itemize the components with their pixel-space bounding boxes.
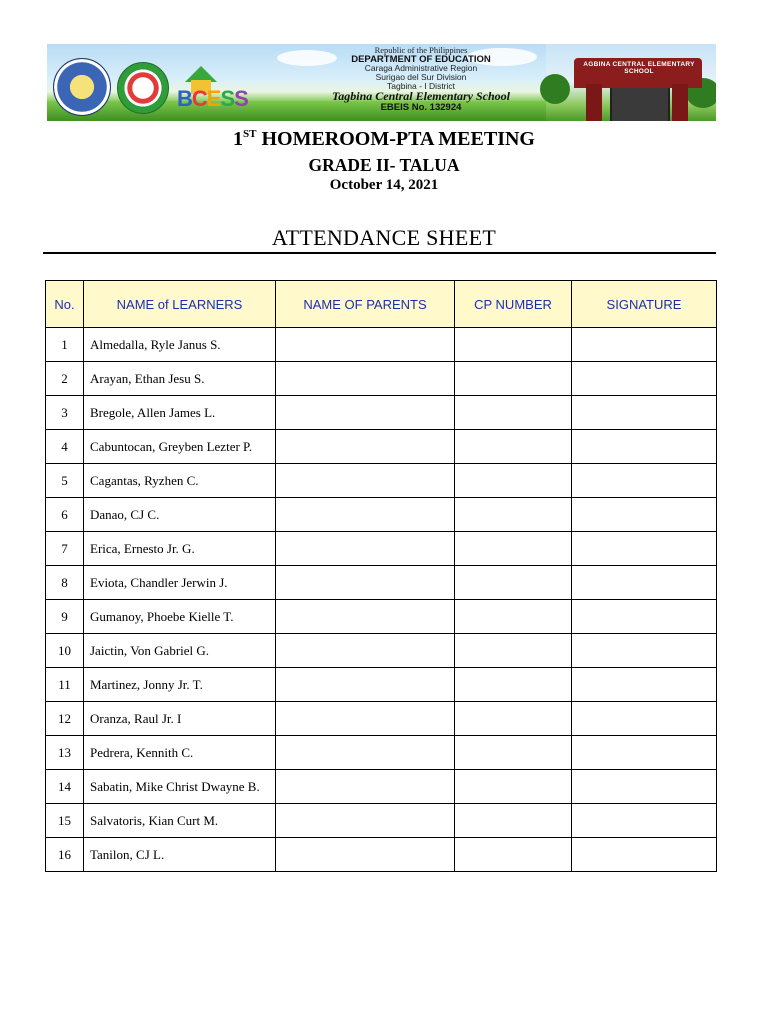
district-line: Tagbina - I District bbox=[386, 80, 456, 91]
republic-line: Republic of the Philippines bbox=[374, 45, 468, 55]
cp-number-cell[interactable] bbox=[455, 566, 572, 600]
cp-number-cell[interactable] bbox=[455, 464, 572, 498]
col-header-parents: NAME OF PARENTS bbox=[276, 281, 455, 328]
learner-name: Danao, CJ C. bbox=[84, 498, 276, 532]
parent-name-cell[interactable] bbox=[276, 430, 455, 464]
row-number: 11 bbox=[46, 668, 84, 702]
cp-number-cell[interactable] bbox=[455, 396, 572, 430]
learner-name: Bregole, Allen James L. bbox=[84, 396, 276, 430]
learner-name: Sabatin, Mike Christ Dwayne B. bbox=[84, 770, 276, 804]
row-number: 8 bbox=[46, 566, 84, 600]
parent-name-cell[interactable] bbox=[276, 600, 455, 634]
table-row bbox=[46, 600, 717, 634]
meeting-date: October 14, 2021 bbox=[329, 177, 439, 193]
col-header-signature: SIGNATURE bbox=[572, 281, 717, 328]
learner-name: Eviota, Chandler Jerwin J. bbox=[84, 566, 276, 600]
parent-name-cell[interactable] bbox=[276, 396, 455, 430]
cp-number-cell[interactable] bbox=[455, 838, 572, 872]
learner-name: Arayan, Ethan Jesu S. bbox=[84, 362, 276, 396]
learner-name: Jaictin, Von Gabriel G. bbox=[84, 634, 276, 668]
cp-number-cell[interactable] bbox=[455, 702, 572, 736]
row-number: 10 bbox=[46, 634, 84, 668]
signature-cell[interactable] bbox=[572, 804, 717, 838]
parent-name-cell[interactable] bbox=[276, 464, 455, 498]
signature-cell[interactable] bbox=[572, 634, 717, 668]
row-number: 9 bbox=[46, 600, 84, 634]
region-line: Caraga Administrative Region bbox=[364, 63, 478, 74]
meeting-title: 1ST HOMEROOM-PTA MEETING bbox=[233, 128, 535, 150]
signature-cell[interactable] bbox=[572, 328, 717, 362]
gate-pillar bbox=[672, 84, 688, 121]
bcess-logo: BCESS bbox=[171, 66, 267, 110]
parent-name-cell[interactable] bbox=[276, 668, 455, 702]
table-row bbox=[46, 362, 717, 396]
table-row bbox=[46, 396, 717, 430]
learner-name: Salvatoris, Kian Curt M. bbox=[84, 804, 276, 838]
cp-number-cell[interactable] bbox=[455, 668, 572, 702]
grade-section: GRADE II- TALUA bbox=[308, 155, 460, 175]
signature-cell[interactable] bbox=[572, 566, 717, 600]
row-number: 1 bbox=[46, 328, 84, 362]
signature-cell[interactable] bbox=[572, 498, 717, 532]
learner-name: Cagantas, Ryzhen C. bbox=[84, 464, 276, 498]
table-row bbox=[46, 464, 717, 498]
table-row bbox=[46, 634, 717, 668]
learner-name: Oranza, Raul Jr. I bbox=[84, 702, 276, 736]
table-row bbox=[46, 736, 717, 770]
signature-cell[interactable] bbox=[572, 736, 717, 770]
table-header-row bbox=[46, 281, 717, 328]
row-number: 5 bbox=[46, 464, 84, 498]
signature-cell[interactable] bbox=[572, 362, 717, 396]
table-row bbox=[46, 532, 717, 566]
parent-name-cell[interactable] bbox=[276, 566, 455, 600]
row-number: 16 bbox=[46, 838, 84, 872]
tree-icon bbox=[540, 74, 570, 104]
table-row bbox=[46, 770, 717, 804]
gate bbox=[610, 88, 670, 121]
school-name: Tagbina Central Elementary School bbox=[332, 89, 510, 104]
parent-name-cell[interactable] bbox=[276, 770, 455, 804]
table-row bbox=[46, 668, 717, 702]
row-number: 13 bbox=[46, 736, 84, 770]
table-row bbox=[46, 328, 717, 362]
parent-name-cell[interactable] bbox=[276, 532, 455, 566]
parent-name-cell[interactable] bbox=[276, 634, 455, 668]
col-header-learners: NAME of LEARNERS bbox=[84, 281, 276, 328]
learner-name: Cabuntocan, Greyben Lezter P. bbox=[84, 430, 276, 464]
table-row bbox=[46, 566, 717, 600]
row-number: 2 bbox=[46, 362, 84, 396]
col-header-cp-number: CP NUMBER bbox=[455, 281, 572, 328]
learner-name: Erica, Ernesto Jr. G. bbox=[84, 532, 276, 566]
gate-arch-text: AGBINA CENTRAL ELEMENTARY SCHOOL bbox=[583, 61, 695, 75]
cp-number-cell[interactable] bbox=[455, 770, 572, 804]
learner-name: Martinez, Jonny Jr. T. bbox=[84, 668, 276, 702]
parent-name-cell[interactable] bbox=[276, 498, 455, 532]
school-gate-photo bbox=[546, 44, 716, 121]
learner-name: Almedalla, Ryle Janus S. bbox=[84, 328, 276, 362]
division-line: Surigao del Sur Division bbox=[375, 72, 467, 82]
cp-number-cell[interactable] bbox=[455, 804, 572, 838]
ebeis-number: EBEIS No. 132924 bbox=[380, 101, 462, 113]
signature-cell[interactable] bbox=[572, 600, 717, 634]
signature-cell[interactable] bbox=[572, 702, 717, 736]
col-header-no: No. bbox=[46, 281, 84, 328]
deped-seal-icon bbox=[53, 58, 111, 116]
attendance-rows bbox=[46, 328, 717, 872]
table-row bbox=[46, 498, 717, 532]
learner-name: Pedrera, Kennith C. bbox=[84, 736, 276, 770]
title-divider bbox=[43, 252, 716, 254]
row-number: 7 bbox=[46, 532, 84, 566]
cp-number-cell[interactable] bbox=[455, 498, 572, 532]
row-number: 12 bbox=[46, 702, 84, 736]
table-row bbox=[46, 702, 717, 736]
school-banner bbox=[47, 44, 716, 121]
attendance-table bbox=[45, 280, 717, 872]
parent-name-cell[interactable] bbox=[276, 328, 455, 362]
row-number: 14 bbox=[46, 770, 84, 804]
row-number: 15 bbox=[46, 804, 84, 838]
cp-number-cell[interactable] bbox=[455, 328, 572, 362]
signature-cell[interactable] bbox=[572, 532, 717, 566]
department-line: DEPARTMENT OF EDUCATION bbox=[351, 53, 491, 65]
learner-name: Gumanoy, Phoebe Kielle T. bbox=[84, 600, 276, 634]
parent-name-cell[interactable] bbox=[276, 702, 455, 736]
gate-pillar bbox=[586, 84, 602, 121]
cp-number-cell[interactable] bbox=[455, 736, 572, 770]
cp-number-cell[interactable] bbox=[455, 532, 572, 566]
signature-cell[interactable] bbox=[572, 770, 717, 804]
cp-number-cell[interactable] bbox=[455, 600, 572, 634]
school-seal-icon bbox=[117, 62, 169, 114]
parent-name-cell[interactable] bbox=[276, 804, 455, 838]
row-number: 4 bbox=[46, 430, 84, 464]
table-row bbox=[46, 804, 717, 838]
cp-number-cell[interactable] bbox=[455, 430, 572, 464]
cp-number-cell[interactable] bbox=[455, 362, 572, 396]
row-number: 3 bbox=[46, 396, 84, 430]
cp-number-cell[interactable] bbox=[455, 634, 572, 668]
parent-name-cell[interactable] bbox=[276, 362, 455, 396]
table-row bbox=[46, 430, 717, 464]
row-number: 6 bbox=[46, 498, 84, 532]
parent-name-cell[interactable] bbox=[276, 838, 455, 872]
signature-cell[interactable] bbox=[572, 838, 717, 872]
sheet-title: ATTENDANCE SHEET bbox=[271, 225, 497, 250]
signature-cell[interactable] bbox=[572, 396, 717, 430]
signature-cell[interactable] bbox=[572, 430, 717, 464]
parent-name-cell[interactable] bbox=[276, 736, 455, 770]
agency-heading bbox=[271, 46, 571, 112]
table-row bbox=[46, 838, 717, 872]
learner-name: Tanilon, CJ L. bbox=[84, 838, 276, 872]
signature-cell[interactable] bbox=[572, 668, 717, 702]
signature-cell[interactable] bbox=[572, 464, 717, 498]
